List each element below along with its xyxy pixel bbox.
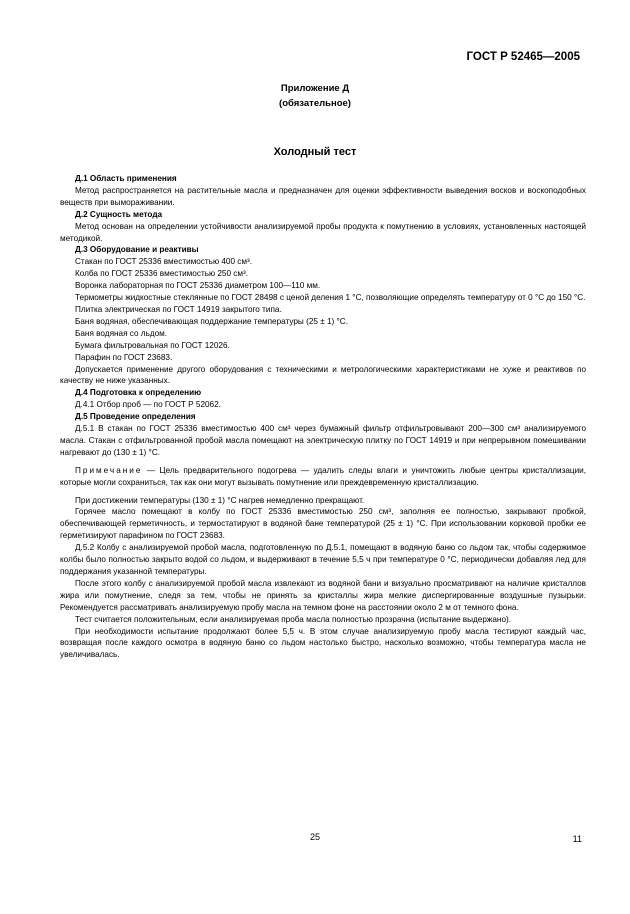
equipment-item: Колба по ГОСТ 25336 вместимостью 250 см³. — [75, 269, 249, 279]
paragraph: При необходимости испытание продолжают более 5,5 ч. В этом случае анализируемую пробу масла тестируют каждый час, возвращая после каждого осмотра в водяную баню со льдом настолько быстро, насколько возможно, чтобы температура масла не увеличивалась. — [60, 626, 586, 660]
paragraph: При достижении температуры (130 ± 1) °С нагрев немедленно прекращают. — [75, 495, 365, 505]
section-heading-d3: Д.3 Оборудование и реактивы — [75, 245, 199, 255]
section-heading-d1: Д.1 Область применения — [75, 174, 177, 183]
equipment-item: Допускается применение другого оборудования с техническими и метрологическими характеристиками не хуже и реактивов по качеству не ниже указанных. — [60, 364, 586, 386]
section-heading-d4: Д.4 Подготовка к определению — [75, 388, 202, 398]
appendix-status: (обязательное) — [279, 98, 351, 109]
document-code: ГОСТ Р 52465—2005 — [466, 51, 580, 63]
note-label: Примечание — [75, 465, 143, 475]
paragraph-d4-1: Д.4.1 Отбор проб — по ГОСТ Р 52062. — [75, 400, 221, 410]
page-number: 25 — [309, 832, 320, 842]
equipment-item: Воронка лабораторная по ГОСТ 25336 диаметром 100—110 мм. — [75, 281, 321, 291]
paragraph: Горячее масло помещают в колбу по ГОСТ 25336 вместимостью 250 см³, заполняя ее полностью, закрывают пробкой, обеспечивающей герметичность, и термостатируют в водяной бане температурой (25 ± 1) °С. При использовании корковой пробки ее герметизируют парафином по ГОСТ 23683. — [60, 507, 586, 541]
section-heading-d5: Д.5 Проведение определения — [75, 412, 196, 422]
note — [60, 465, 586, 489]
sheet-number: 11 — [572, 834, 582, 844]
paragraph-d1: Метод распространяется на растительные масла и предназначен для оценки эффективности выведения восков и воскоподобных веществ при вымораживании. — [60, 185, 586, 207]
section-heading-d2: Д.2 Сущность метода — [75, 209, 163, 219]
note-text: — Цель предварительного подогрева — удалить следы влаги и уничтожить любые центры кристаллизации, которые могли сохраниться, так как они могут вызывать помутнение или преждевременную кристаллизацию. — [60, 465, 586, 487]
paragraph-d5-2: Д.5.2 Колбу с анализируемой пробой масла, подготовленную по Д.5.1, помещают в водяную баню со льдом так, чтобы содержимое колбы было полностью закрыто водой со льдом, и выдерживают в течение 5,5 ч при температуре 0 °С, периодически добавляя лед для поддержания указанной температуры. — [60, 543, 586, 576]
paragraph-d5-1: Д.5.1 В стакан по ГОСТ 25336 вместимостью 400 см³ через бумажный фильтр отфильтровывают 200—300 см³ анализируемого масла. Стакан с отфильтрованной пробой масла помещают на электрическую плитку по ГОСТ 14919 и при непрерывном помешивании нагревают до (130 ± 1) °С. — [60, 424, 586, 457]
appendix-name: Приложение Д — [280, 83, 350, 94]
page-title: Холодный тест — [273, 146, 357, 158]
equipment-item: Баня водяная со льдом. — [75, 328, 168, 338]
paragraph-d2: Метод основан на определении устойчивости анализируемой пробы продукта к помутнению в условиях, установленных настоящей методикой. — [60, 221, 586, 243]
appendix-heading — [0, 81, 630, 111]
equipment-item: Бумага фильтровальная по ГОСТ 12026. — [75, 340, 230, 350]
equipment-item: Парафин по ГОСТ 23683. — [75, 352, 173, 362]
equipment-item: Баня водяная, обеспечивающая поддержание температуры (25 ± 1) °С. — [75, 316, 348, 326]
paragraph: После этого колбу с анализируемой пробой масла извлекают из водяной бани и визуально просматривают на наличие кристаллов жира или помутнение, следя за тем, чтобы не принять за кристаллы жира мелкие диспергированные воздушные пузырьки. Рекомендуется рассматривать анализируемую пробу масла на темном фоне на расстоянии около 2 м от темного фона. — [60, 578, 586, 612]
paragraph: Тест считается положительным, если анализируемая проба масла полностью прозрачна (испытание выдержано). — [75, 614, 512, 624]
document-body — [60, 173, 586, 661]
equipment-item: Стакан по ГОСТ 25336 вместимостью 400 см³. — [75, 257, 253, 267]
equipment-item: Термометры жидкостные стеклянные по ГОСТ 28498 с ценой деления 1 °С, позволяющие определять температуру от 0 °С до 150 °С. — [75, 293, 586, 303]
equipment-item: Плитка электрическая по ГОСТ 14919 закрытого типа. — [75, 304, 282, 314]
